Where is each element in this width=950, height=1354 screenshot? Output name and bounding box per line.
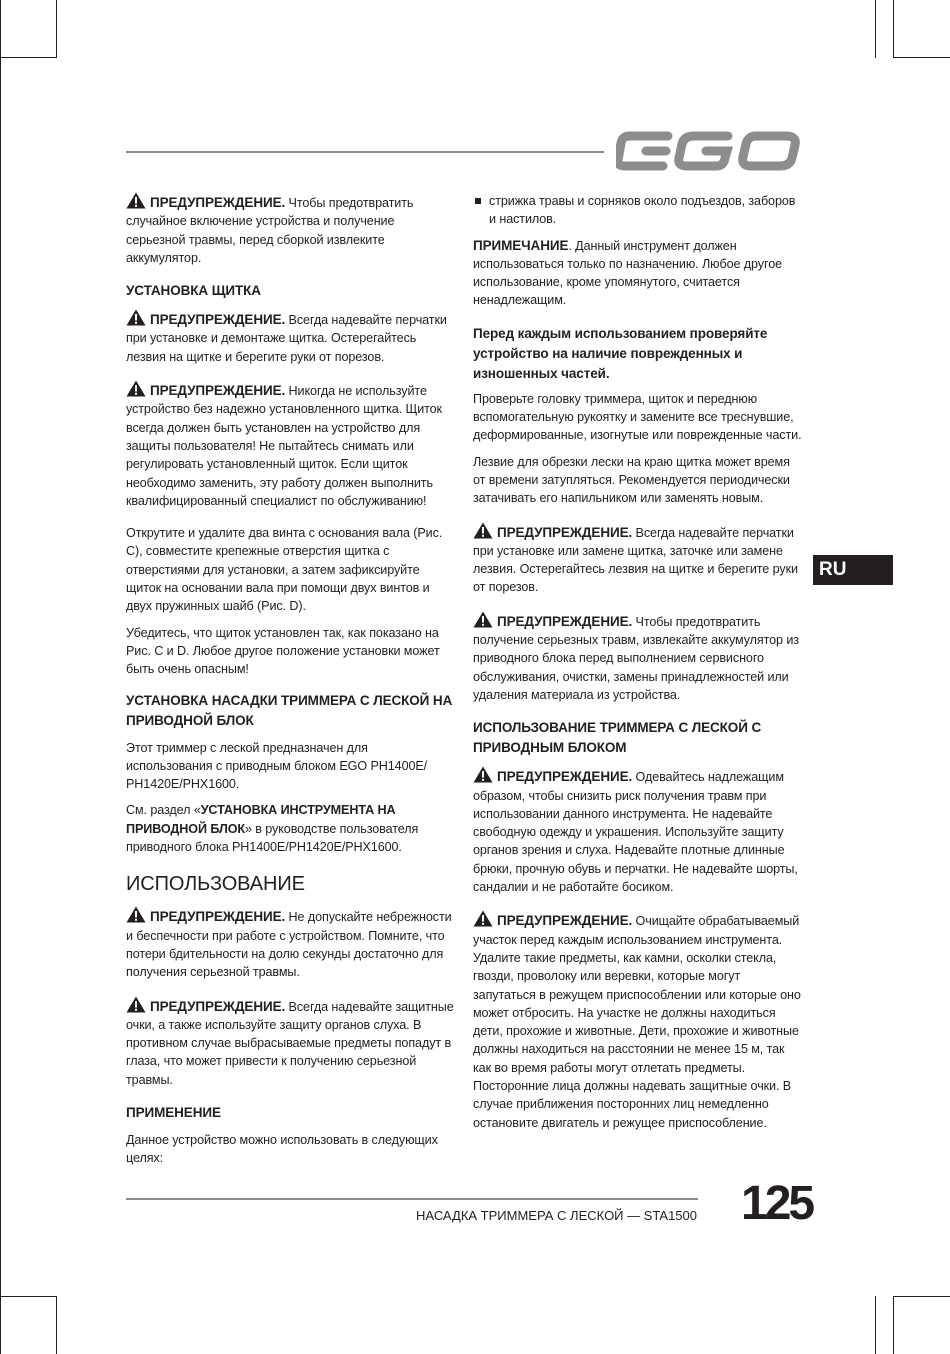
footer-title: НАСАДКА ТРИММЕРА С ЛЕСКОЙ — STA1500 [416,1208,697,1223]
warning-paragraph [126,906,456,981]
body-paragraph: Этот триммер с леской предназначен для использования с приводным блоком EGO PH1400E/ PH1420E/PHX1600. [126,740,428,792]
warning-label: ПРЕДУПРЕЖДЕНИЕ. [150,312,286,328]
crop-mark [0,57,57,58]
warning-triangle-icon [473,522,493,539]
text-run: » в руководстве пользователя приводного блока PH1400E/PH1420E/PHX1600. [126,821,419,855]
warning-text: Всегда надевайте перчатки при установке и демонтаже щитка. Остерегайтесь лезвия на щитке и берегите руки от порезов. [126,313,447,364]
warning-text: Чтобы предотвратить случайное включение устройства и получение серьезной травмы, перед сборкой извлеките аккумулятор. [126,196,414,265]
crop-mark [893,1296,950,1297]
note-label: ПРИМЕЧАНИЕ [473,237,569,253]
bullet-square-icon [475,198,481,204]
warning-text: Одевайтесь надлежащим образом, чтобы снизить риск получения травм при использовании данного инструмента. Не надевайте свободную одежду и украшения. Используйте защиту органов зрения и слуха. Надевайте плотные длинные брюки, прочную обувь и перчатки. Не надевайте шорты, сандалии и не работайте босиком. [473,770,798,895]
crop-mark [0,0,1,1354]
right-column [473,192,803,1146]
crop-mark [875,0,876,58]
language-tab: RU [813,555,893,585]
warning-label: ПРЕДУПРЕЖДЕНИЕ. [150,909,286,925]
body-paragraph: Открутите и удалите два винта с основания вала (Рис. C), совместите крепежные отверстия щитка с отверстиями для установки, а затем зафиксируйте щиток на основании вала при помощи двух винтов и двух пружинных шайб (Рис. D). [126,526,443,614]
warning-label: ПРЕДУПРЕЖДЕНИЕ. [497,524,633,540]
warning-label: ПРЕДУПРЕЖДЕНИЕ. [497,613,633,629]
warning-text: Всегда надевайте защитные очки, а также используйте защиту органов слуха. В противном случае выбрасываемые предметы попадут в глаза, что может привести к получению серьезной травмы. [126,999,454,1087]
bold-reference: УСТАНОВКА ИНСТРУМЕНТА НА ПРИВОДНОЙ БЛОК [126,803,396,836]
warning-triangle-icon [473,766,493,783]
ego-logo-graphic [616,130,802,172]
warning-paragraph [126,309,456,366]
note-paragraph [473,237,803,310]
warning-paragraph [126,380,456,510]
crop-mark [875,1296,876,1354]
crop-mark [56,1296,57,1354]
warning-text: Всегда надевайте перчатки при установке или замене щитка, заточке или замене лезвия. Остерегайтесь лезвия на щитке и берегите руки от порезов. [473,525,798,595]
section-heading: ПРИМЕНЕНИЕ [126,1104,221,1120]
warning-triangle-icon [126,906,146,923]
section-heading: УСТАНОВКА ЩИТКА [126,283,261,299]
body-paragraph [126,801,456,856]
crop-mark [893,57,950,58]
crop-mark [56,0,57,58]
warning-paragraph [473,910,803,1132]
crop-mark [893,1296,894,1354]
chapter-heading: ИСПОЛЬЗОВАНИЕ [126,873,305,896]
warning-text: Очищайте обрабатываемый участок перед каждым использованием инструмента. Удалите такие предметы, как камни, осколки стекла, гвозди, проволоку или веревки, которые могут запутаться в режущем приспособлении или которые оно может отбросить. На участке не должны находиться дети, прохожие и животные. Дети, прохожие и животные должны находиться на расстоянии не менее 15 м, так как во время работы могут отлетать предметы. Посторонние лица должны надевать защитные очки. В случае приближения посторонних лиц немедленно остановите двигатель и режущее приспособление. [473,914,801,1130]
warning-text: Не допускайте небрежности и беспечности при работе с устройством. Помните, что потери бдительности на долю секунды достаточно для получения серьезной травмы. [126,910,452,980]
warning-paragraph [126,192,456,267]
left-column [126,192,456,1176]
warning-triangle-icon [126,309,146,326]
warning-triangle-icon [473,910,493,927]
section-heading: УСТАНОВКА НАСАДКИ ТРИММЕРА С ЛЕСКОЙ НА ПРИВОДНОЙ БЛОК [126,692,453,728]
section-heading: ИСПОЛЬЗОВАНИЕ ТРИММЕРА С ЛЕСКОЙ С ПРИВОДНЫМ БЛОКОМ [473,720,762,756]
list-item-text: стрижка травы и сорняков около подъездов, заборов и настилов. [489,194,796,227]
page-number: 125 [741,1177,813,1230]
warning-label: ПРЕДУПРЕЖДЕНИЕ. [497,913,633,929]
warning-triangle-icon [126,996,146,1013]
crop-mark [893,0,894,58]
warning-triangle-icon [473,611,493,628]
ego-logo [616,130,802,172]
warning-text: Чтобы предотвратить получение серьезных травм, извлекайте аккумулятор из приводного блока перед выполнением сервисного обслуживания, очистки, замены принадлежностей или удаления материала из устройства. [473,614,799,702]
warning-label: ПРЕДУПРЕЖДЕНИЕ. [150,195,286,210]
header-rule [126,151,604,153]
warning-paragraph [473,766,803,896]
footer-rule [126,1198,698,1200]
warning-label: ПРЕДУПРЕЖДЕНИЕ. [150,383,286,399]
warning-triangle-icon [126,380,146,397]
warning-label: ПРЕДУПРЕЖДЕНИЕ. [150,998,286,1014]
body-paragraph: Данное устройство можно использовать в следующих целях: [126,1132,438,1166]
warning-triangle-icon [126,192,146,209]
body-paragraph: Лезвие для обрезки лески на краю щитка может время от времени затупляться. Рекомендуется периодически затачивать его напильником или заменять новым. [473,454,790,506]
body-paragraph: Проверьте головку триммера, щиток и переднюю вспомогательную рукоятку и замените все треснувшие, деформированные, изогнутые или поврежденные части. [473,391,802,443]
crop-mark [0,1296,57,1297]
list-item [473,192,803,229]
warning-text: Никогда не используйте устройство без надежно установленного щитка. Щиток всегда должен быть установлен на устройство для защиты пользователя! Не пытайтесь снимать или регулировать установленный щиток. Если щиток необходимо заменить, эту работу должен выполнить квалифицированный специалист по обслуживанию! [126,384,442,508]
note-text: . Данный инструмент должен использоваться только по назначению. Любое другое использование, кроме упомянутого, считается ненадлежащим. [473,238,783,308]
body-paragraph: Убедитесь, что щиток установлен так, как показано на Рис. C и D. Любое другое положение установки может быть очень опасным! [126,625,440,677]
warning-paragraph [473,522,803,597]
warning-paragraph [473,611,803,704]
text-run: См. раздел « [126,803,201,818]
warning-paragraph [126,996,456,1089]
warning-label: ПРЕДУПРЕЖДЕНИЕ. [497,769,633,785]
subheading: Перед каждым использованием проверяйте устройство на наличие поврежденных и изношенных частей. [473,325,768,381]
